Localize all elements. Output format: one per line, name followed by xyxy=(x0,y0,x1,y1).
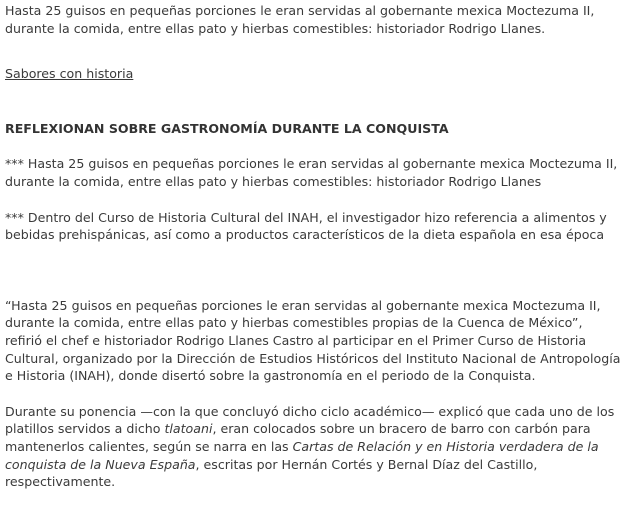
highlight-bullet-2: *** Dentro del Curso de Historia Cultural del INAH, el investigador hizo referencia a alimentos y bebidas prehispánicas, así como a productos característicos de la dieta española en esa época xyxy=(5,209,607,243)
article-heading: REFLEXIONAN SOBRE GASTRONOMÍA DURANTE LA CONQUISTA xyxy=(5,120,449,136)
book-title: Cartas de Relación y en Historia verdadera de la conquista de la Nueva España xyxy=(5,438,599,472)
section-link[interactable]: Sabores con historia xyxy=(5,66,134,82)
paragraph-2-text-1: Durante su ponencia —con la que concluyó dicho ciclo académico— explicó que cada uno de los platillos servidos a dicho xyxy=(5,403,615,437)
highlight-bullet-1: *** Hasta 25 guisos en pequeñas porciones le eran servidas al gobernante mexica Moctezuma II, durante la comida, entre ellas pato y hierbas comestibles: historiador Rodrigo Llanes xyxy=(5,156,618,189)
body-paragraph-1: “Hasta 25 guisos en pequeñas porciones le eran servidas al gobernante mexica Moctezuma II, durante la comida, entre ellas pato y hierbas comestibles propias de la Cuenca de México”, refirió el chef e historiador Rodrigo Llanes Castro al participar en el Primer Curso de Historia Cultural, organizado por la Dirección de Estudios Históricos del Instituto Nacional de Antropología e Historia (INAH), donde disertó sobre la gastronomía en el periodo de la Conquista. xyxy=(5,297,621,384)
paragraph-2-text-3: , escritas por Hernán Cortés y Bernal Díaz del Castillo, respectivamente. xyxy=(5,456,538,490)
tlatoani-term: tlatoani xyxy=(164,421,213,437)
body-paragraph-2 xyxy=(5,403,623,491)
section-link-wrap xyxy=(5,65,623,83)
article-summary: Hasta 25 guisos en pequeñas porciones le eran servidas al gobernante mexica Moctezuma II, durante la comida, entre ellas pato y hierbas comestibles: historiador Rodrigo Llanes. xyxy=(5,3,595,36)
paragraph-2-text-2: , eran colocados sobre un bracero de barro con carbón para mantenerlos calientes, según se narra en las xyxy=(5,421,591,454)
article-body xyxy=(5,2,623,491)
